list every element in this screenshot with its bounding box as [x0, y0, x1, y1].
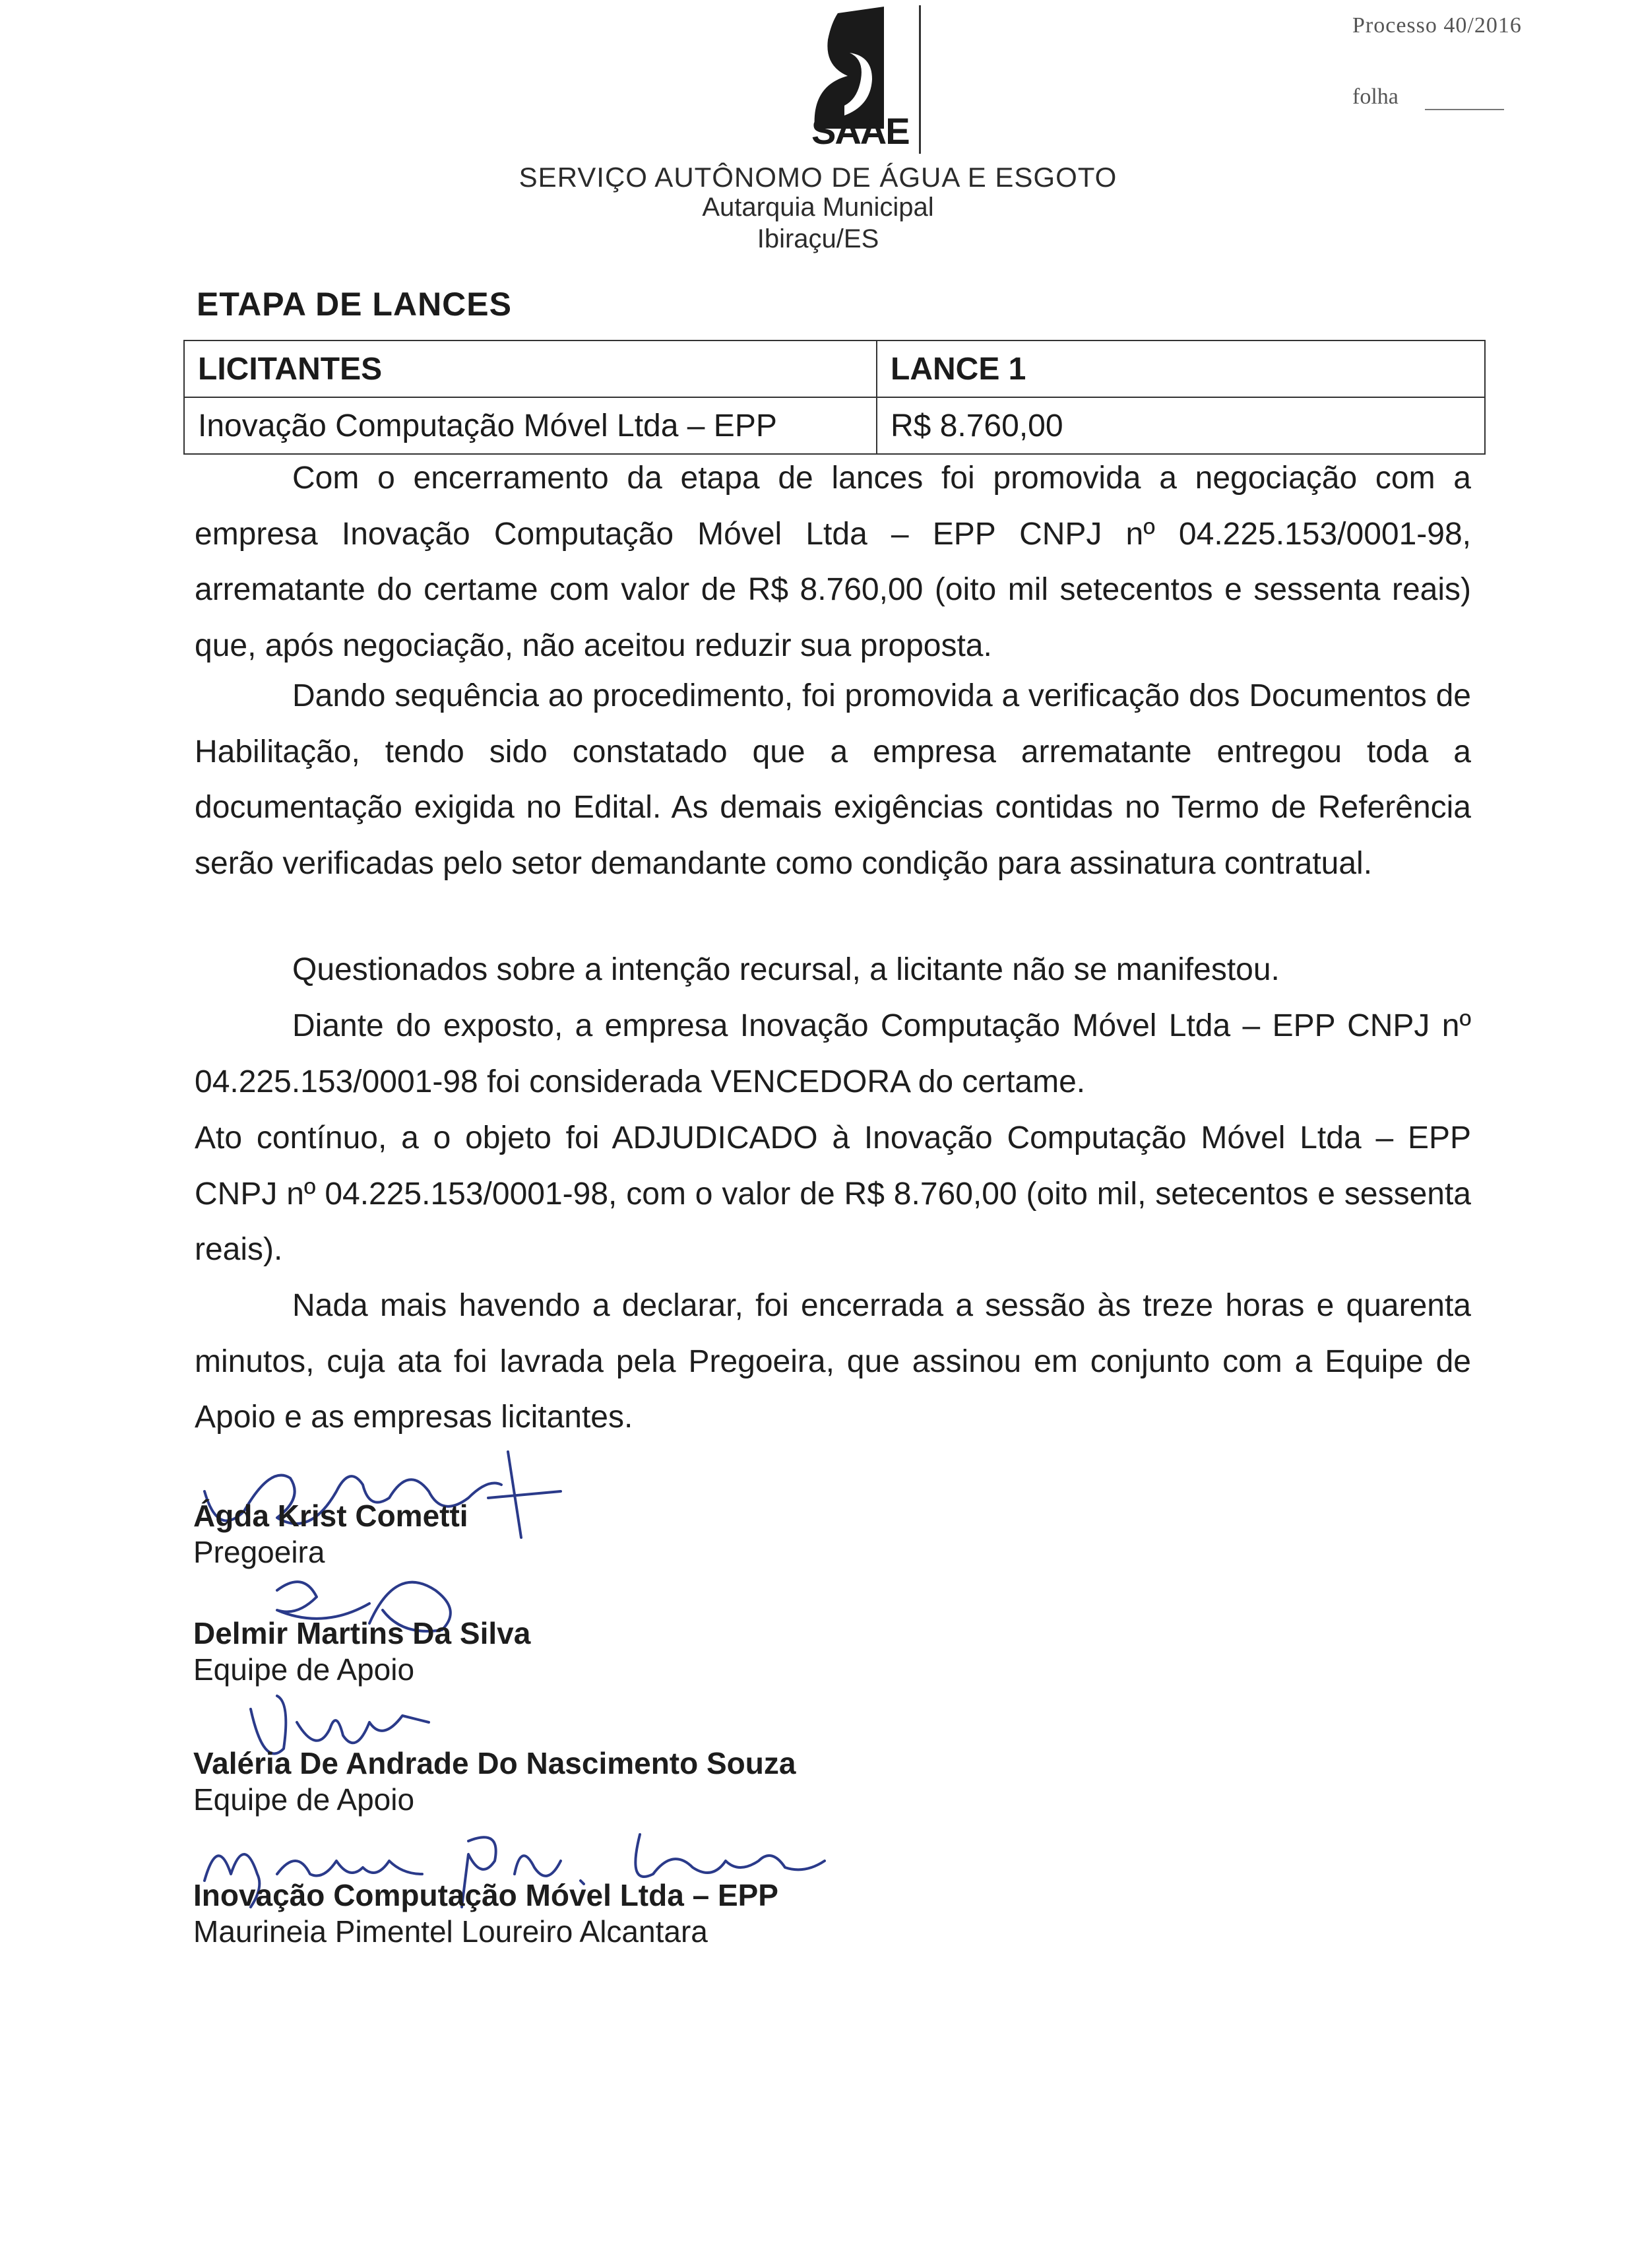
svg-text:SAAE: SAAE	[811, 110, 909, 148]
section-title: ETAPA DE LANCES	[197, 286, 512, 323]
paragraph-negotiation: Com o encerramento da etapa de lances foi promovida a negociação com a empresa Inovação Computação Móvel Ltda – EPP CNPJ nº 04.225.153/0001-98, arrematante do certame com valor de R$ 8.760,00 (oito mil setecentos e sessenta reais) que, após negociação, não aceitou reduzir sua proposta.	[195, 461, 1471, 663]
process-number: Processo 40/2016	[1352, 13, 1522, 38]
paragraph-closing: Nada mais havendo a declarar, foi encerrada a sessão às treze horas e quarenta minutos, cuja ata foi lavrada pela Pregoeira, que assinou em conjunto com a Equipe de Apoio e as empresas licitantes.	[195, 1288, 1471, 1435]
saae-logo	[798, 7, 924, 148]
folha-label: folha	[1352, 84, 1399, 109]
paragraph-appeal: Questionados sobre a intenção recursal, a licitante não se manifestou.	[292, 952, 1280, 987]
paragraph-winner: Diante do exposto, a empresa Inovação Computação Móvel Ltda – EPP CNPJ nº 04.225.153/0001-98 foi considerada VENCEDORA do certame.	[195, 1008, 1471, 1099]
bidder-cell: Inovação Computação Móvel Ltda – EPP	[184, 397, 877, 454]
column-header-bidders: LICITANTES	[184, 340, 877, 397]
paragraph-adjudication: Ato contínuo, a o objeto foi ADJUDICADO à Inovação Computação Móvel Ltda – EPP CNPJ nº 04.225.153/0001-98, com o valor de R$ 8.760,00 (oito mil, setecentos e sessenta reais).	[195, 1120, 1471, 1267]
table-header-row	[184, 340, 1485, 397]
signatory-name-2: Delmir Martins Da Silva	[193, 1616, 531, 1650]
signatory-name-4: Inovação Computação Móvel Ltda – EPP	[193, 1878, 778, 1912]
paragraph-habilitation: Dando sequência ao procedimento, foi promovida a verificação dos Documentos de Habilitação, tendo sido constatado que a empresa arrematante entregou toda a documentação exigida no Edital. As demais exigências contidas no Termo de Referência serão verificadas pelo setor demandante como condição para assinatura contratual.	[195, 678, 1471, 881]
org-city: Ibiraçu/ES	[757, 224, 879, 253]
org-name: SERVIÇO AUTÔNOMO DE ÁGUA E ESGOTO	[519, 162, 1117, 193]
signatory-role-2: Equipe de Apoio	[193, 1652, 415, 1687]
bid-value-cell: R$ 8.760,00	[877, 397, 1485, 454]
signatory-role-4: Maurineia Pimentel Loureiro Alcantara	[193, 1914, 708, 1949]
org-subtitle: Autarquia Municipal	[702, 193, 934, 222]
column-header-bid: LANCE 1	[877, 340, 1485, 397]
signatory-role-1: Pregoeira	[193, 1535, 325, 1569]
bids-table	[183, 340, 1486, 455]
signatory-role-3: Equipe de Apoio	[193, 1782, 415, 1817]
table-row	[184, 397, 1485, 454]
header-divider	[919, 5, 921, 154]
folha-blank-line	[1425, 109, 1504, 110]
signatory-name-1: Ágda Krist Cometti	[193, 1499, 468, 1533]
signatory-name-3: Valéria De Andrade Do Nascimento Souza	[193, 1746, 796, 1780]
